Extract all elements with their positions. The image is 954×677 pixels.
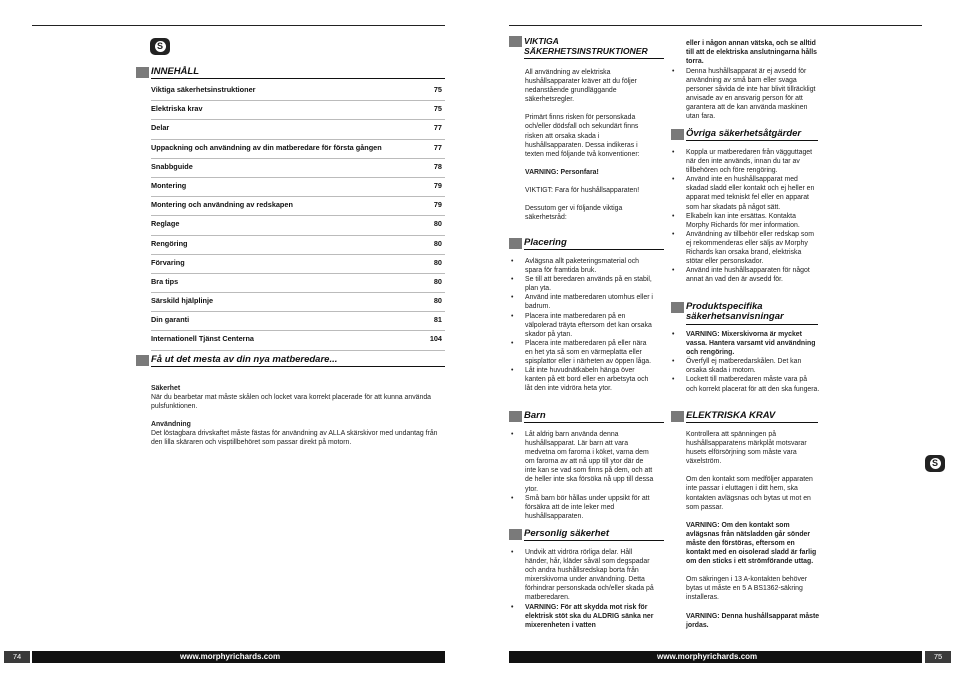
safety-paragraph-5: Dessutom ger vi följande viktiga säkerhetsråd: <box>525 205 623 222</box>
use-heading: Användning <box>151 421 191 429</box>
heading-square <box>509 36 522 47</box>
list-item: • Koppla ur matberedaren från vägguttaget när den inte används, innan du tar av tillbehören och före rengöring. <box>672 148 820 175</box>
toc-page: 104 <box>429 334 442 344</box>
list-item: • Använd inte hushållsapparaten för något annat än vad den är avsedd för. <box>672 266 820 284</box>
toc-row[interactable] <box>151 312 445 331</box>
elec-warning-2: VARNING: Denna hushållsapparat måste jordas. <box>686 612 820 629</box>
toc-row[interactable] <box>151 178 445 197</box>
toc-label: Elektriska krav <box>151 104 203 114</box>
toc-page: 80 <box>433 238 442 248</box>
safety-intro <box>525 68 655 231</box>
toc-label: Särskild hjälplinje <box>151 296 214 306</box>
heading-square <box>509 238 522 249</box>
toc-label: Reglage <box>151 219 180 229</box>
right-page-number: 75 <box>925 651 951 663</box>
toc-row[interactable] <box>151 159 445 178</box>
placement-title: Placering <box>524 237 567 248</box>
toc-label: Internationell Tjänst Centerna <box>151 334 254 344</box>
toc-label: Bra tips <box>151 276 179 286</box>
table-of-contents <box>151 82 445 351</box>
heading-underline <box>524 249 664 250</box>
toc-row[interactable] <box>151 331 445 350</box>
list-item: • Överfyll ej matberedarskålen. Det kan orsaka skada i motorn. <box>672 357 820 375</box>
list-item: • Denna hushållsapparat är ej avsedd för användning av små barn eller svaga personer såvida de inte har blivit tillräckligt anvisade av en ansvarig person för att garantera att de kan använda maskinen utan fara. <box>672 67 818 122</box>
toc-page: 77 <box>433 123 442 133</box>
heading-underline <box>151 366 445 367</box>
right-footer <box>509 651 922 663</box>
elec-paragraph-4: Om säkringen i 13 A-kontakten behöver bytas ut måste en 5 A BS1362-säkring installeras. <box>686 576 808 602</box>
list-item: • Avlägsna allt paketeringsmaterial och spara för framtida bruk. <box>511 257 655 275</box>
other-list <box>672 148 820 284</box>
toc-label: Snabbguide <box>151 161 193 171</box>
toc-label: Viktiga säkerhetsinstruktioner <box>151 85 256 94</box>
toc-page: 80 <box>433 219 442 229</box>
placement-heading <box>509 238 659 250</box>
list-item: • Använd inte matberedaren utomhus eller i badrum. <box>511 293 655 311</box>
safety-title: VIKTIGA SÄKERHETSINSTRUKTIONER <box>524 36 648 56</box>
safety-text: När du bearbetar mat måste skålen och locket vara korrekt placerade för att kunna använda pulsfunktionen. <box>151 394 431 411</box>
list-item: • Användning av tillbehör eller redskap som ej rekommenderas eller säljs av Morphy Richards kan orsaka brand, elektriska stötar eller personskador. <box>672 230 820 266</box>
list-item: • Lockett till matberedaren måste vara på och korrekt placerat för att den ska fungera. <box>672 375 820 393</box>
list-item: • Se till att beredaren används på en stabil, plan yta. <box>511 275 655 293</box>
toc-page: 80 <box>433 276 442 286</box>
intro-heading <box>136 355 446 367</box>
toc-page: 75 <box>433 104 442 114</box>
list-item: • Använd inte en hushållsapparat med skadad sladd eller kontakt och ej heller en apparat med tekniskt fel eller en apparat som har skadats på något sätt. <box>672 175 820 211</box>
toc-row[interactable] <box>151 197 445 216</box>
personal-title: Personlig säkerhet <box>524 528 610 539</box>
toc-page: 80 <box>433 257 442 267</box>
toc-label: Montering och användning av redskapen <box>151 200 293 210</box>
heading-underline <box>686 140 818 141</box>
heading-square <box>671 411 684 422</box>
toc-label: Montering <box>151 180 187 190</box>
other-title: Övriga säkerhetsåtgärder <box>686 128 802 139</box>
list-item: • Låt inte huvudnätkabeln hänga över kanten på ett bord eller en arbetsyta och låt den inte vidröra heta ytor. <box>511 366 655 393</box>
toc-row[interactable] <box>151 120 445 139</box>
placement-list <box>511 257 655 393</box>
toc-label: Uppackning och användning av din matberedare för första gången <box>151 142 382 152</box>
toc-row[interactable] <box>151 274 445 293</box>
toc-row[interactable] <box>151 140 445 159</box>
heading-underline <box>686 422 818 423</box>
heading-underline <box>524 58 664 59</box>
heading-square <box>509 411 522 422</box>
toc-page: 77 <box>433 142 442 152</box>
other-heading <box>671 129 821 141</box>
elec-warning-1: VARNING: Om den kontakt som avlägsnas från nätsladden går sönder måste den förstöras, eftersom en kontakt med en oisolerad sladd är farlig om den sticks i ett strömförande uttag. <box>686 521 817 566</box>
heading-underline <box>524 540 664 541</box>
left-page-number: 74 <box>4 651 30 663</box>
important-appliance: VIKTIGT: Fara för hushållsapparaten! <box>525 186 640 194</box>
product-list <box>672 330 820 394</box>
language-badge: S <box>150 38 170 55</box>
left-top-rule <box>32 25 445 26</box>
safety-heading: Säkerhet <box>151 385 181 392</box>
personal-list <box>511 548 655 630</box>
heading-square <box>671 302 684 313</box>
children-list <box>511 430 655 521</box>
heading-square <box>509 529 522 540</box>
safety-paragraph-1: All användning av elektriska hushållsapparater kräver att du följer nedanstående grundläggande säkerhetsregler. <box>525 69 637 104</box>
intro-title: Få ut det mesta av din nya matberedare... <box>151 354 338 365</box>
right-footer-url[interactable]: www.morphyrichards.com <box>657 652 758 661</box>
continued-list <box>672 67 818 122</box>
safety-paragraph-2: Primärt finns risken för personskada och/eller dödsfall och sekundärt finns risken att orsaka skada i hushållsapparaten. Dessa indikeras i texten med följande två konventioner: <box>525 114 640 158</box>
list-item: • Placera inte matberedaren på eller nära en het yta så som en värmeplatta eller spisplattor eller i närheten av öppen låga. <box>511 339 655 366</box>
heading-square <box>136 355 149 366</box>
product-title: Produktspecifika säkerhetsanvisningar <box>686 301 784 322</box>
elec-title: ELEKTRISKA KRAV <box>686 410 776 421</box>
personal-heading <box>509 529 659 541</box>
elec-paragraph-2: Om den kontakt som medföljer apparaten inte passar i eluttagen i ditt hem, ska kontakten avlägsnas och bytas ut mot en som passar. <box>686 476 813 511</box>
use-text: Det löstagbara drivskaftet måste fästas för användning av ALLA skärskivor med undantag från den lilla skäraren och visptillbehöret som passar direkt på motorn. <box>151 430 438 447</box>
children-title: Barn <box>524 410 546 421</box>
toc-label: Delar <box>151 123 170 133</box>
list-item: • Undvik att vidröra rörliga delar. Håll händer, hår, kläder såväl som degspadar och andra hushållsredskap borta från mixerskivorna under användning. Detta förhindrar personskada och/eller skada på matberedaren. <box>511 548 655 603</box>
heading-square <box>671 129 684 140</box>
toc-page: 78 <box>433 161 442 171</box>
left-footer-url[interactable]: www.morphyrichards.com <box>180 652 281 661</box>
left-footer <box>32 651 445 663</box>
toc-row[interactable] <box>151 101 445 120</box>
children-heading <box>509 411 659 423</box>
toc-row[interactable] <box>151 293 445 312</box>
list-item: • VARNING: Mixerskivorna är mycket vassa. Hantera varsamt vid användning och rengöring. <box>672 330 820 357</box>
continued-text: eller i någon annan vätska, och se alltid till att de elektriska anslutningarna hålls torra. <box>686 40 817 66</box>
toc-title: INNEHÅLL <box>151 66 200 77</box>
heading-square <box>136 67 149 78</box>
safety-heading-block <box>509 36 659 60</box>
toc-row[interactable] <box>151 82 445 101</box>
warning-person: VARNING: Personfara! <box>525 168 599 176</box>
toc-label: Din garanti <box>151 315 190 325</box>
list-item: • Små barn bör hållas under uppsikt för att försäkra att de inte leker med hushållsapparaten. <box>511 494 655 521</box>
heading-underline <box>151 78 445 79</box>
toc-row[interactable] <box>151 255 445 274</box>
toc-page: 79 <box>433 200 442 210</box>
product-heading <box>671 302 821 326</box>
right-top-rule <box>509 25 922 26</box>
heading-underline <box>524 422 664 423</box>
toc-row[interactable] <box>151 236 445 255</box>
elec-heading <box>671 411 821 423</box>
toc-row[interactable] <box>151 216 445 235</box>
toc-label: Förvaring <box>151 257 185 267</box>
elec-body <box>686 430 820 639</box>
elec-paragraph-1: Kontrollera att spänningen på hushållsapparatens märkplåt motsvarar husets elförsörjning som måste vara växelström. <box>686 431 807 466</box>
intro-body <box>151 384 445 448</box>
toc-label: Rengöring <box>151 238 188 248</box>
toc-page: 75 <box>433 85 442 94</box>
list-item: • Elkabeln kan inte ersättas. Kontakta Morphy Richards för mer information. <box>672 212 820 230</box>
toc-page: 80 <box>433 296 442 306</box>
list-item: • Låt aldrig barn använda denna hushållsapparat. Lär barn att vara medvetna om farorna i köket, varna dem om farorna av att nå upp till ytor där de inte kan se vad som finns på dem, och att de heller inte ska försöka nå upp till dessa ytor. <box>511 430 655 494</box>
list-item: • VARNING: För att skydda mot risk för elektrisk stöt ska du ALDRIG sänka ner mixerenheten i vatten <box>511 603 655 630</box>
list-item: • Placera inte matberedaren på en välpolerad träyta eftersom det kan orsaka skador på ytan. <box>511 312 655 339</box>
heading-underline <box>686 324 818 325</box>
right-language-badge: S <box>925 455 945 472</box>
toc-heading <box>136 67 446 79</box>
toc-page: 81 <box>433 315 442 325</box>
toc-page: 79 <box>433 180 442 190</box>
